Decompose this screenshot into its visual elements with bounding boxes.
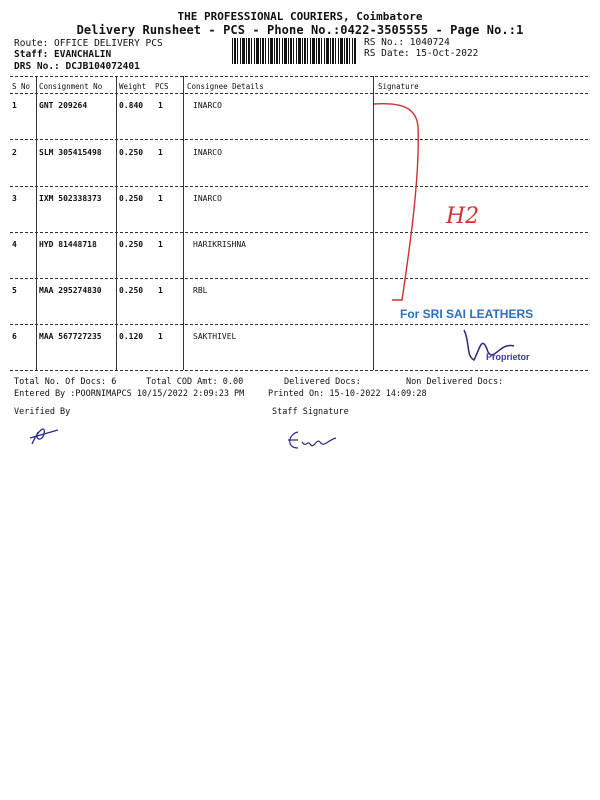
col-divider bbox=[116, 76, 117, 370]
row-weight: 0.250 bbox=[119, 240, 144, 249]
row-consignment: GNT 209264 bbox=[39, 101, 88, 110]
rs-date: RS Date: 15-Oct-2022 bbox=[364, 48, 479, 59]
rs-number: RS No.: 1040724 bbox=[364, 37, 450, 48]
row-consignee: SAKTHIVEL bbox=[193, 332, 237, 341]
row-pcs: 1 bbox=[158, 240, 163, 249]
table-top-rule bbox=[10, 76, 588, 77]
handwritten-mark: H2 bbox=[446, 204, 480, 229]
company-stamp: For SRI SAI LEATHERS bbox=[400, 307, 534, 321]
col-header-consignment: Consignment No bbox=[39, 82, 103, 91]
printed-on: Printed On: 15-10-2022 14:09:28 bbox=[268, 389, 427, 399]
total-cod: Total COD Amt: 0.00 bbox=[146, 377, 244, 387]
row-weight: 0.840 bbox=[119, 101, 144, 110]
col-header-pcs: PCS bbox=[155, 82, 169, 91]
company-name: THE PROFESSIONAL COURIERS, Coimbatore bbox=[177, 10, 423, 23]
row-consignment: MAA 567727235 bbox=[39, 332, 102, 341]
row-weight: 0.250 bbox=[119, 286, 144, 295]
col-divider bbox=[36, 76, 37, 370]
row-consignment: SLM 305415498 bbox=[39, 148, 102, 157]
row-pcs: 1 bbox=[158, 332, 163, 341]
staff-label: Staff: EVANCHALIN bbox=[14, 49, 112, 60]
runsheet-title: Delivery Runsheet - PCS - Phone No.:0422-3505555 - Page No.:1 bbox=[76, 23, 524, 37]
proprietor-label: Proprietor bbox=[486, 352, 530, 362]
total-docs: Total No. Of Docs: 6 bbox=[14, 377, 117, 387]
row-sno: 2 bbox=[12, 148, 17, 157]
row-consignee: INARCO bbox=[193, 194, 222, 203]
row-weight: 0.250 bbox=[119, 194, 144, 203]
staff-signature bbox=[284, 428, 344, 454]
row-consignee: INARCO bbox=[193, 101, 222, 110]
route-label: Route: OFFICE DELIVERY PCS bbox=[14, 38, 163, 49]
row-pcs: 1 bbox=[158, 101, 163, 110]
row-consignee: INARCO bbox=[193, 148, 222, 157]
row-pcs: 1 bbox=[158, 148, 163, 157]
row-sno: 1 bbox=[12, 101, 17, 110]
drs-number: DRS No.: DCJB104072401 bbox=[14, 61, 140, 72]
row-weight: 0.120 bbox=[119, 332, 144, 341]
handwritten-bracket bbox=[372, 96, 592, 316]
entered-by: Entered By :POORNIMAPCS 10/15/2022 2:09:23 PM bbox=[14, 389, 245, 399]
non-delivered-docs: Non Delivered Docs: bbox=[406, 377, 504, 387]
row-pcs: 1 bbox=[158, 194, 163, 203]
verified-by-label: Verified By bbox=[14, 407, 71, 417]
col-header-weight: Weight bbox=[119, 82, 147, 91]
row-consignee: RBL bbox=[193, 286, 208, 295]
staff-signature-label: Staff Signature bbox=[272, 407, 349, 417]
col-header-sno: S No bbox=[12, 82, 31, 91]
row-sno: 5 bbox=[12, 286, 17, 295]
col-header-signature: Signature bbox=[378, 82, 419, 91]
row-consignee: HARIKRISHNA bbox=[193, 240, 246, 249]
row-weight: 0.250 bbox=[119, 148, 144, 157]
table-bottom-rule bbox=[10, 370, 588, 371]
col-divider bbox=[183, 76, 184, 370]
table-header-rule bbox=[10, 93, 588, 94]
barcode bbox=[232, 38, 356, 64]
row-consignment: IXM 502338373 bbox=[39, 194, 102, 203]
row-pcs: 1 bbox=[158, 286, 163, 295]
row-consignment: HYD 81448718 bbox=[39, 240, 97, 249]
row-consignment: MAA 295274830 bbox=[39, 286, 102, 295]
delivered-docs: Delivered Docs: bbox=[284, 377, 361, 387]
verifier-signature bbox=[24, 420, 64, 450]
row-sno: 4 bbox=[12, 240, 17, 249]
col-header-consignee: Consignee Details bbox=[187, 82, 264, 91]
row-sno: 3 bbox=[12, 194, 17, 203]
row-sno: 6 bbox=[12, 332, 17, 341]
